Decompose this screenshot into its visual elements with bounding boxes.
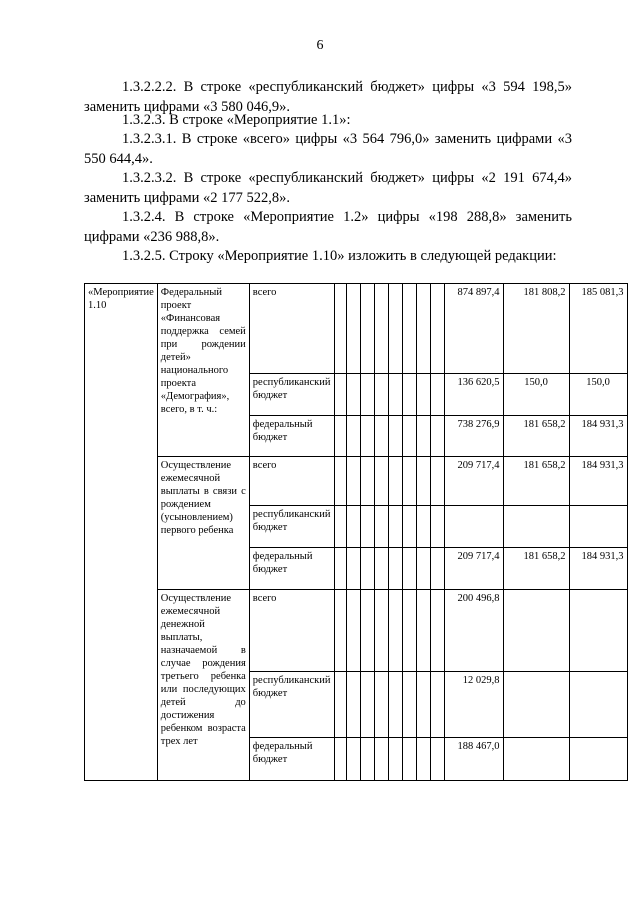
source-cell: республиканский бюджет: [249, 506, 334, 548]
value-cell: 184 931,3: [569, 457, 627, 506]
table-row: [85, 457, 628, 506]
table-row: [85, 590, 628, 672]
value-cell: 181 658,2: [503, 457, 569, 506]
table-row: [85, 284, 628, 374]
value-cell: 150,0: [503, 374, 569, 416]
value-cell: 209 717,4: [444, 548, 503, 590]
value-cell: 738 276,9: [444, 416, 503, 457]
paragraph-2: 1.3.2.3. В строке «Мероприятие 1.1»:: [122, 112, 351, 128]
value-cell: 188 467,0: [444, 738, 503, 781]
value-cell: 200 496,8: [444, 590, 503, 672]
value-cell: [569, 506, 627, 548]
source-cell: всего: [249, 284, 334, 374]
source-cell: республиканский бюджет: [249, 672, 334, 738]
value-cell: [503, 590, 569, 672]
value-cell: [503, 672, 569, 738]
value-cell: 12 029,8: [444, 672, 503, 738]
value-cell: 209 717,4: [444, 457, 503, 506]
paragraph-1: 1.3.2.2.2. В строке «республиканский бюджет» цифры «3 594 198,5» заменить цифрами «3 580 046,9».: [84, 79, 572, 115]
value-cell: 181 658,2: [503, 548, 569, 590]
measures-table: [84, 283, 628, 781]
value-cell: [569, 738, 627, 781]
source-cell: всего: [249, 590, 334, 672]
source-cell: федеральный бюджет: [249, 738, 334, 781]
page-number: 6: [316, 38, 324, 53]
group-title: Осуществление ежемесячной выплаты в связи с рождением (усыновлением) первого ребенка: [157, 457, 249, 590]
value-cell: [444, 506, 503, 548]
value-cell: 184 931,3: [569, 548, 627, 590]
source-cell: федеральный бюджет: [249, 548, 334, 590]
value-cell: 184 931,3: [569, 416, 627, 457]
paragraph-4: 1.3.2.3.2. В строке «республиканский бюджет» цифры «2 191 674,4» заменить цифрами «2 177 522,8».: [84, 170, 572, 206]
value-cell: 185 081,3: [569, 284, 627, 374]
group-title: Федеральный проект «Финансовая поддержка семей при рождении детей» национального проекта «Демография», всего, в т. ч.:: [157, 284, 249, 457]
value-cell: [503, 738, 569, 781]
value-cell: [569, 590, 627, 672]
measure-cell: «Мероприятие 1.10: [85, 284, 158, 781]
value-cell: [503, 506, 569, 548]
value-cell: 181 808,2: [503, 284, 569, 374]
value-cell: 136 620,5: [444, 374, 503, 416]
paragraph-6: 1.3.2.5. Строку «Мероприятие 1.10» изложить в следующей редакции:: [122, 248, 557, 264]
source-cell: всего: [249, 457, 334, 506]
paragraph-5: 1.3.2.4. В строке «Мероприятие 1.2» цифры «198 288,8» заменить цифрами «236 988,8».: [84, 209, 572, 245]
value-cell: 150,0: [569, 374, 627, 416]
value-cell: 874 897,4: [444, 284, 503, 374]
value-cell: [569, 672, 627, 738]
source-cell: республиканский бюджет: [249, 374, 334, 416]
paragraph-3: 1.3.2.3.1. В строке «всего» цифры «3 564 796,0» заменить цифрами «3 550 644,4».: [84, 131, 572, 167]
group-title: Осуществление ежемесячной денежной выплаты, назначаемой в случае рождения третьего ребенка или последующих детей до достижения ребенком возраста трех лет: [157, 590, 249, 781]
source-cell: федеральный бюджет: [249, 416, 334, 457]
value-cell: 181 658,2: [503, 416, 569, 457]
